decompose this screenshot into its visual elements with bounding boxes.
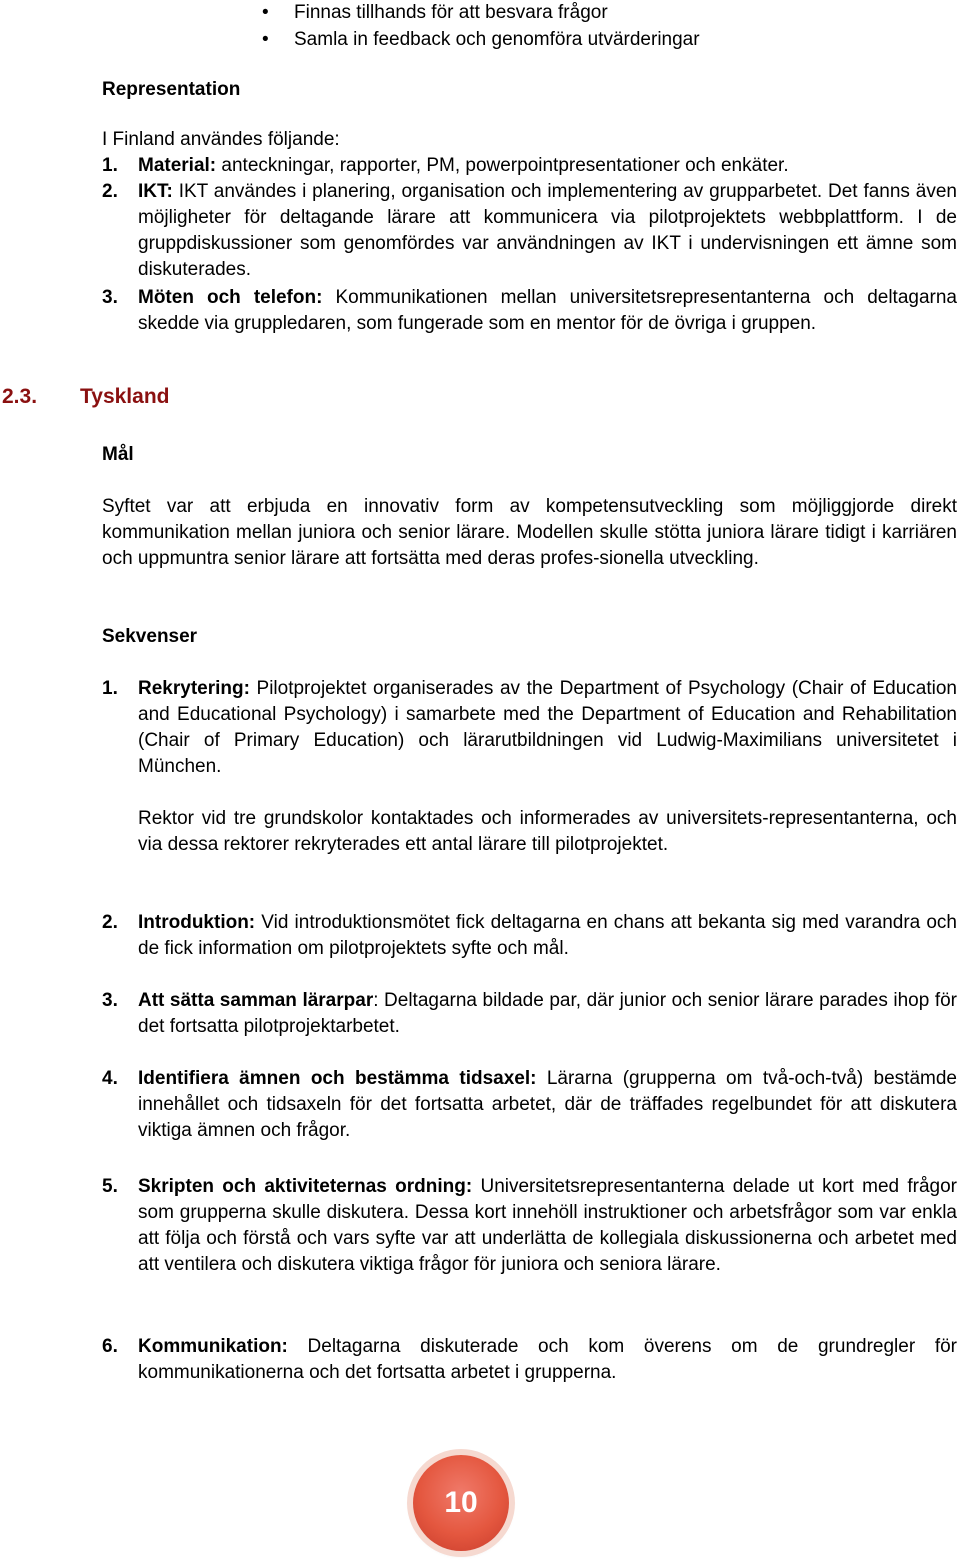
list-item-paragraph: Rektor vid tre grundskolor kontaktades och informerades av universitets-representanterna, och via dessa rektorer rekryterades ett antal lärare till pilotprojektet. [138,808,957,855]
item-text: Lärarna (grupperna om två-och-två) bestämde innehållet och tidsaxeln för det fortsatta arbetet, där de träffades regelbundet för att diskutera viktiga ämnen och frågor. [138,1068,957,1141]
list-number: 2. [102,912,118,933]
list-item [138,179,957,283]
item-label: IKT: [138,181,173,202]
item-label: Möten och telefon: [138,287,323,308]
item-text: Deltagarna diskuterade och kom överens om de grundregler för kommunikationerna och det fortsatta arbetet i grupperna. [138,1336,957,1383]
section-title: Tyskland [80,385,170,408]
item-text: Vid introduktionsmötet fick deltagarna en chans att bekanta sig med varandra och de fick information om pilotprojektets syfte och mål. [138,912,957,959]
item-label: Identifiera ämnen och bestämma tidsaxel: [138,1068,537,1089]
list-number: 6. [102,1336,118,1357]
list-number: 5. [102,1176,118,1197]
list-number: 1. [102,155,118,176]
list-item [138,153,957,179]
list-number: 3. [102,287,118,308]
item-text: Universitetsrepresentanterna delade ut kort med frågor som grupperna skulle diskutera. Dessa kort innehöll instruktioner och arbetsfrågor som var enkla att följa och förstå och vars syfte var att underlätta de kollegiala diskussionerna och arbetet med att ventilera och diskutera viktiga frågor för juniora och seniora lärare. [138,1176,957,1275]
page-number: 10 [444,1486,478,1519]
list-item [138,988,957,1040]
list-item [138,1334,957,1386]
item-text: Kommunikationen mellan universitetsrepresentanterna och deltagarna skedde via gruppledaren, som fungerade som en mentor för de övriga i gruppen. [138,287,957,334]
item-label: Material: [138,155,217,176]
item-text: IKT användes i planering, organisation och implementering av grupparbetet. Det fanns även möjligheter för deltagande lärare att kommunicera via pilotprojektets webbplattform. I de gruppdiskussioner som genomfördes var användningen av IKT i undervisningen ett ämne som diskuterades. [138,181,957,280]
bullet-item: • Samla in feedback och genomföra utvärderingar [262,27,942,54]
mal-heading: Mål [102,444,134,465]
top-bullet-list [262,0,942,54]
item-text: : Deltagarna bildade par, där junior och senior lärare parades ihop för det fortsatta pilotprojektarbetet. [138,990,957,1037]
mal-paragraph: Syftet var att erbjuda en innovativ form av kompetensutveckling som möjliggjorde direkt kommunikation mellan juniora och senior lärare. Modellen skulle stötta juniora lärare tidigt i karriären och uppmuntra senior lärare att fortsätta med deras profes-sionella utveckling. [102,496,957,569]
list-number: 1. [102,678,118,699]
list-number: 3. [102,990,118,1011]
section-number: 2.3. [2,385,38,408]
list-item [138,285,957,337]
list-number: 2. [102,181,118,202]
bullet-item: • Finnas tillhands för att besvara frågor [262,0,942,27]
item-label: Rekrytering: [138,678,250,699]
list-item [138,676,957,780]
item-text: Pilotprojektet organiserades av the Department of Psychology (Chair of Education and Educational Psychology) i samarbete med the Department of Education and Rehabilitation (Chair of Primary Education) och lärarutbildningen vid Ludwig-Maximilians universitetet i München. [138,678,957,777]
item-label: Att sätta samman lärarpar [138,990,374,1011]
item-label: Kommunikation: [138,1336,288,1357]
list-item [138,1066,957,1144]
item-label: Skripten och aktiviteternas ordning: [138,1176,473,1197]
list-number: 4. [102,1068,118,1089]
item-text: anteckningar, rapporter, PM, powerpointpresentationer och enkäter. [216,155,789,176]
sekvenser-heading: Sekvenser [102,626,198,647]
page-number-badge [413,1455,509,1551]
item-label: Introduktion: [138,912,256,933]
representation-intro: I Finland användes följande: [102,129,340,150]
list-item [138,1174,957,1278]
representation-heading: Representation [102,79,241,100]
list-item [138,910,957,962]
